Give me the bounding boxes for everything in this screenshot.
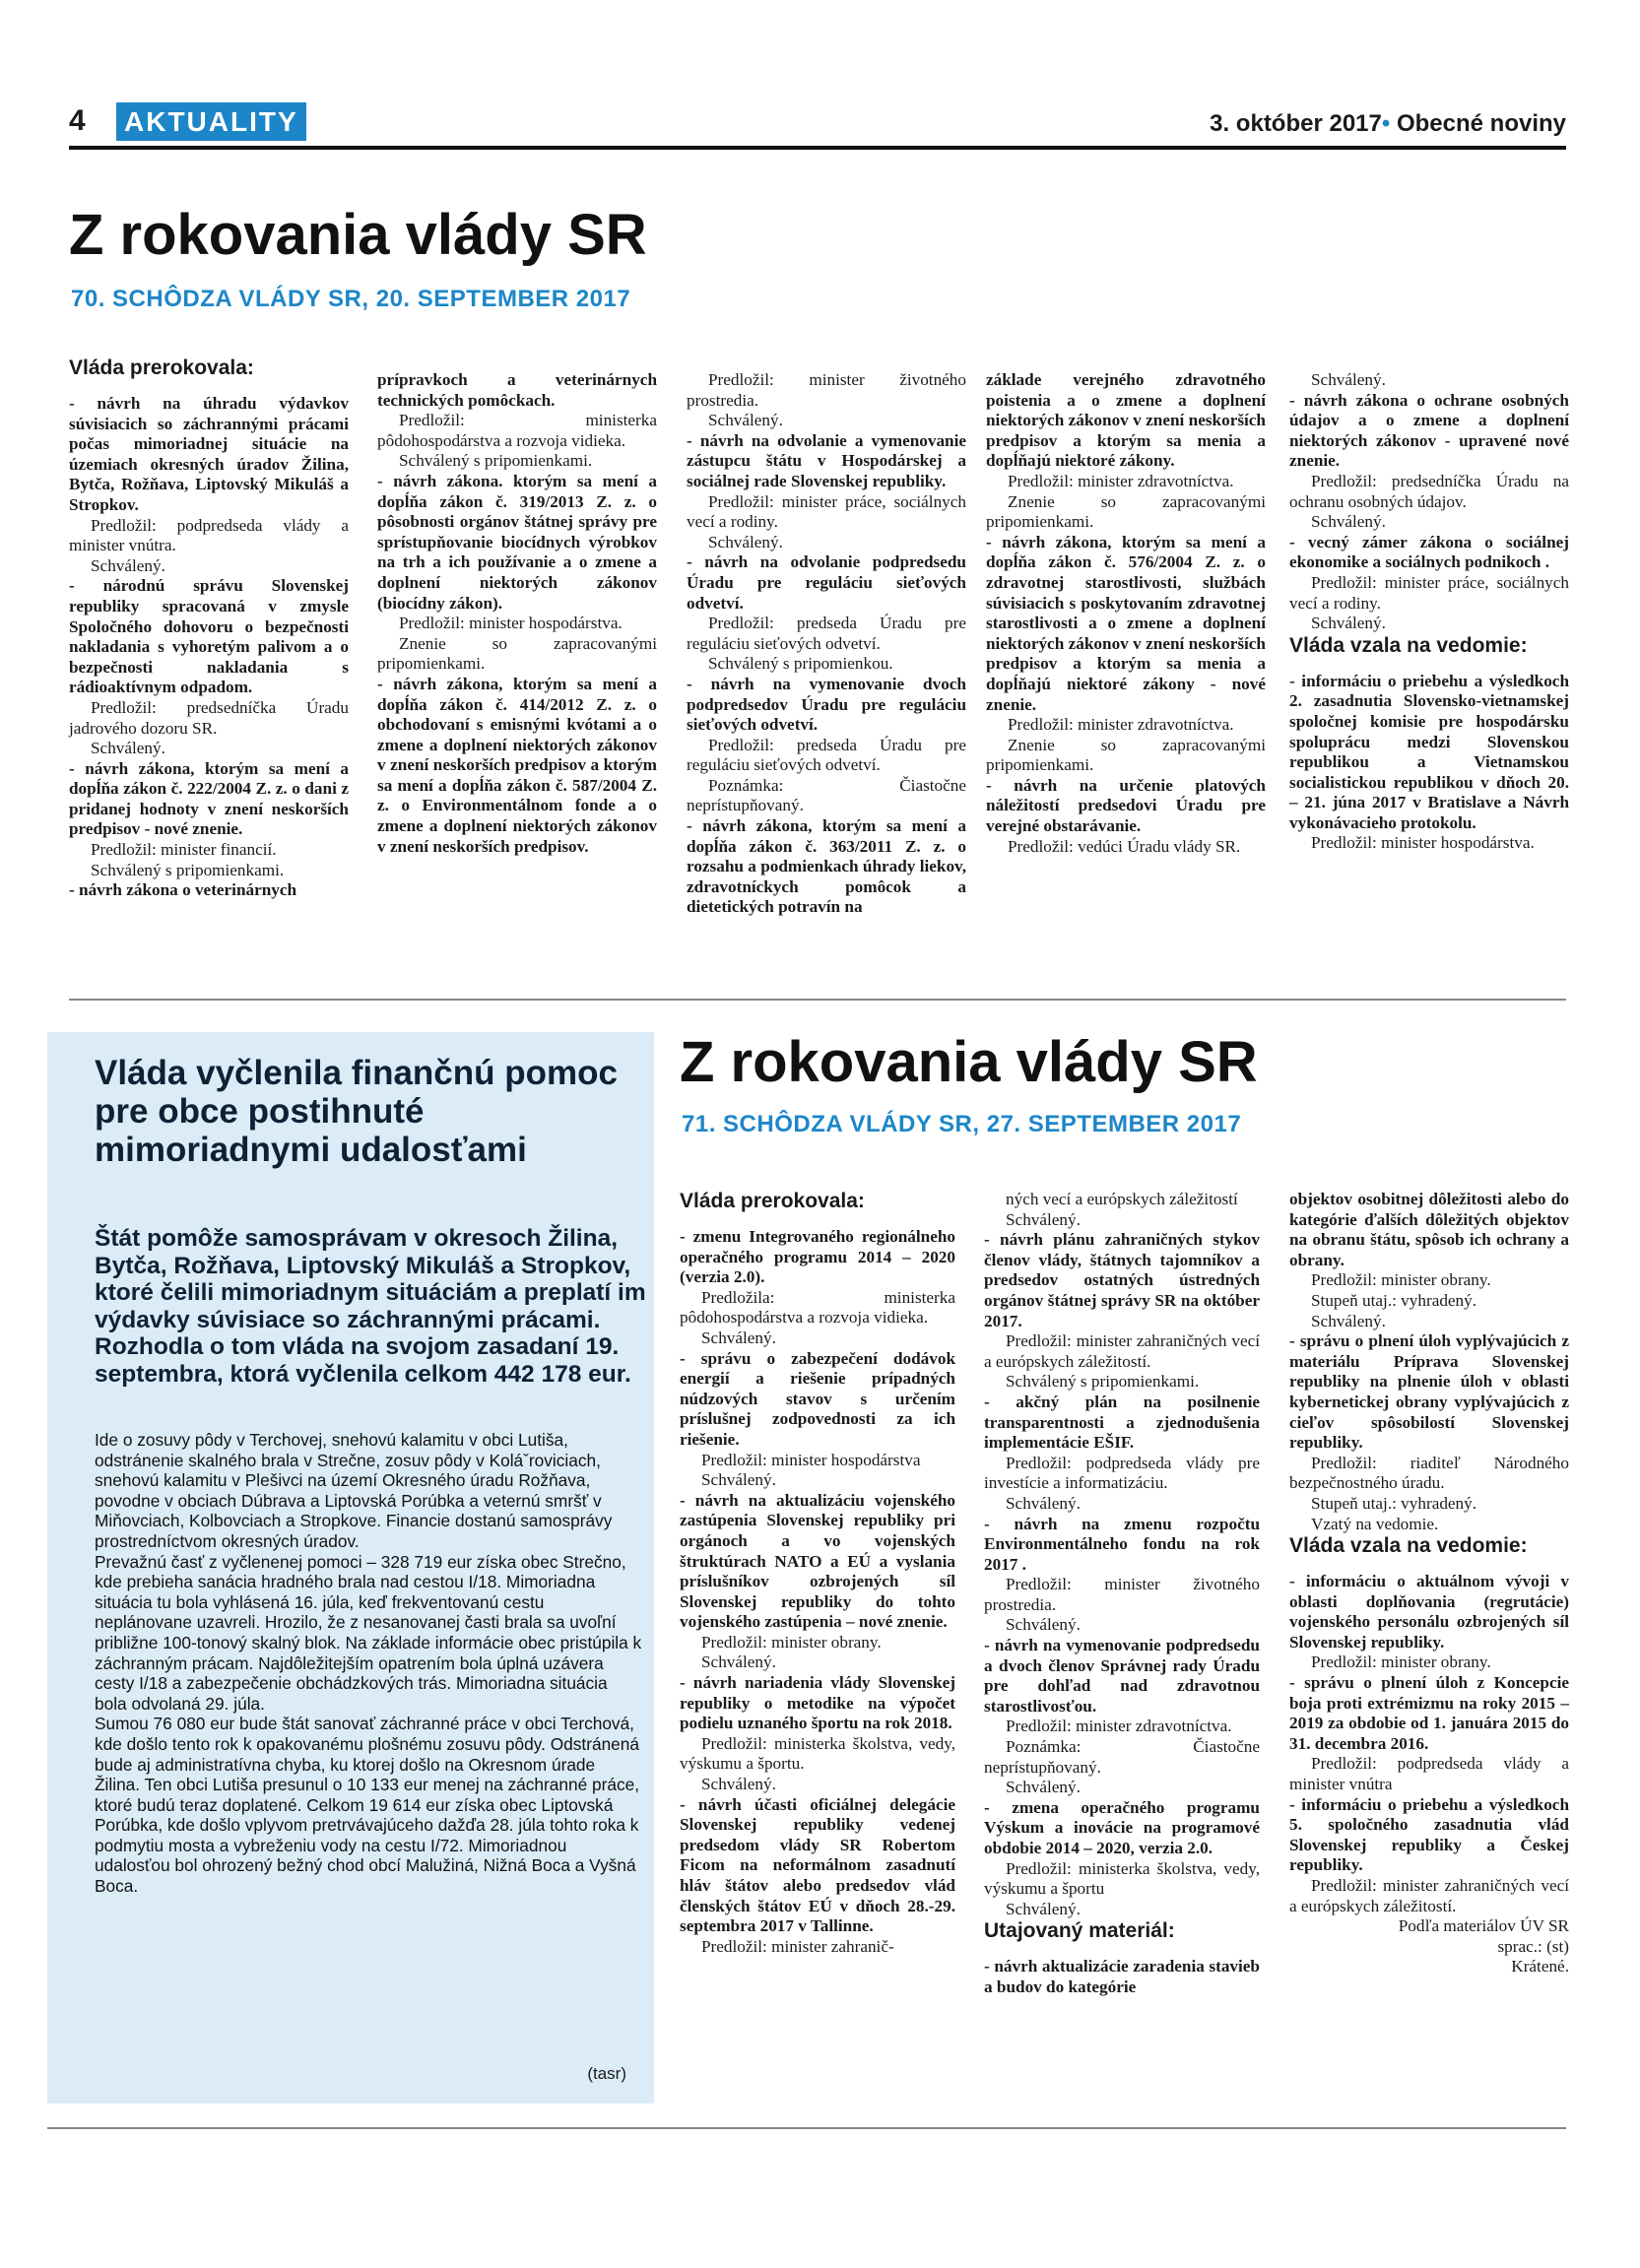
item-note: Predložil: minister obrany. xyxy=(1311,1652,1491,1672)
item-note: Predložil: minister hospodárstva. xyxy=(1311,833,1535,853)
bottom-column-1 xyxy=(680,1190,955,1957)
item-note: Schválený. xyxy=(701,1328,776,1347)
item-note: Predložil: minister obrany. xyxy=(1311,1270,1491,1290)
publication-name: Obecné noviny xyxy=(1396,110,1566,137)
item-note: Predložil: minister práce, sociálnych vecí a rodiny. xyxy=(687,491,966,532)
item-note: Predložil: riaditeľ Národného bezpečnostného úradu. xyxy=(1289,1453,1569,1493)
item-note: Schválený. xyxy=(708,532,783,551)
item-note: Predložil: minister zdravotníctva. xyxy=(1008,715,1234,735)
item-note: Schválený. xyxy=(701,1775,776,1794)
section-heading: Vláda vzala na vedomie: xyxy=(1289,633,1528,657)
agenda-item: - návrh zákona, ktorým sa mení a dopĺňa zákon č. 414/2012 Z. z. o obchodovaní s emisnými kvótami a o zmene a doplnení niektorých zákonov v znení neskorších predpisov a ktorým sa mení a dopĺňa zákon č. 587/2004 Z. z. o Environmentálnom fonde a o zmene a doplnení niektorých zákonov v znení neskorších predpisov. xyxy=(377,674,657,856)
item-note: Predložil: podpredseda vlády a minister vnútra. xyxy=(69,515,349,555)
item-note: Predložil: minister zahranič- xyxy=(701,1936,894,1956)
agenda-item: - návrh nariadenia vlády Slovenskej republiky o metodike na výpočet podielu uznaného športu na rok 2018. xyxy=(680,1673,955,1733)
item-note: Schválený. xyxy=(1006,1778,1081,1797)
agenda-item: - návrh na určenie platových náležitostí predsedovi Úradu pre verejné obstarávanie. xyxy=(986,775,1266,836)
agenda-item: - informáciu o aktuálnom vývoji v oblasti doplňovania (regrutácie) vojenského personálu ozbrojených síl Slovenskej republiky. xyxy=(1289,1572,1569,1652)
item-note: Predložil: minister financií. xyxy=(91,840,277,860)
item-note: Znenie so zapracovanými pripomienkami. xyxy=(377,633,657,674)
item-note: Schválený. xyxy=(1006,1209,1081,1229)
sidebar-paragraph: Sumou 76 080 eur bude štát sanovať záchranné práce v obci Terchová, kde došlo tento rok k opakovanému plošnému zosuvu pôdy. Odstránená bude aj administratívna chyba, ku ktorej došlo na Okresnom úrade Žilina. Ten obci Lutiša presunul o 10 133 eur menej na záchranné práce, ktoré budú teraz doplatené. Celkom 19 614 eur získa obec Liptovská Porúbka, kde došlo vplyvom pretrvávajúceho dažďa 28. júla tohto roka k podmytiu mosta a vybreženiu vody na cestu I/72. Mimoriadnou udalosťou bol ohrozený bežný chod obcí Malužiná, Nižná Boca a Vyšná Boca. xyxy=(95,1714,640,1897)
bullet-separator: • xyxy=(1381,110,1391,137)
item-note: Znenie so zapracovanými pripomienkami. xyxy=(986,735,1266,775)
page-bottom-rule xyxy=(47,2127,1566,2129)
agenda-item: - návrh zákona, ktorým sa mení a dopĺňa zákon č. 576/2004 Z. z. o zdravotnej starostlivosti, službách súvisiacich s poskytovaním zdravotnej starostlivosti a o zmene a doplnení niektorých zákonov v znení neskorších predpisov a ktorým sa menia a dopĺňajú niektoré zákony - nové znenie. xyxy=(986,532,1266,714)
agenda-item: - návrh na odvolanie a vymenovanie zástupcu štátu v Hospodárskej a sociálnej rade Slovenskej republiky. xyxy=(687,430,966,490)
item-note: Schválený. xyxy=(1006,1615,1081,1635)
item-note: Stupeň utaj.: vyhradený. xyxy=(1311,1290,1477,1310)
agenda-item: - správu o plnení úloh vyplývajúcich z materiálu Príprava Slovenskej republiky na plnenie úloh v oblasti kybernetickej obrany vyplývajúcich z cieľov spôsobilostí Slovenskej republiky. xyxy=(1289,1331,1569,1453)
sidebar-paragraph: Ide o zosuvy pôdy v Terchovej, snehovú kalamitu v obci Lutiša, odstránenie skalného brala v Strečne, zosuv pôdy v Koláˇroviciach, snehovú kalamitu v Plešivci na území Okresného úradu Rožňava, povodne v obciach Dúbrava a Liptovská Porúbka a veternú smršť v Miňovciach, Kolbovciach a Stropkove. Financie dostanú samosprávy prostredníctvom okresných úradov. xyxy=(95,1430,613,1551)
agenda-item: - návrh na vymenovanie podpredsedu a dvoch členov Správnej rady Úradu pre dohľad nad zdravotnou starostlivosťou. xyxy=(984,1636,1260,1716)
item-note: Krátené. xyxy=(1511,1957,1569,1976)
top-column-2 xyxy=(377,370,657,857)
sidebar-body xyxy=(95,1430,642,1897)
page-number: 4 xyxy=(69,104,86,137)
top-article-title: Z rokovania vlády SR xyxy=(69,203,647,267)
agenda-item: - informáciu o priebehu a výsledkoch 5. spoločného zasadnutia vlád Slovenskej republiky a Českej republiky. xyxy=(1289,1794,1569,1875)
sidebar-lead: Štát pomôže samosprávam v okresoch Žilina, Bytča, Rožňava, Liptovský Mikuláš a Stropkov, ktoré čelili mimoriadnym situáciám a preplatí im výdavky súvisiace so záchrannými prácami. Rozhodla o tom vláda na svojom zasadaní 19. septembra, ktorá vyčlenila celkom 442 178 eur. xyxy=(95,1225,646,1388)
agenda-item: - správu o zabezpečení dodávok energií a riešenie prípadných núdzových stavov s určením príslušnej zodpovednosti za ich riešenie. xyxy=(680,1348,955,1449)
sidebar-paragraph: Prevažnú časť z vyčlenenej pomoci – 328 719 eur získa obec Strečno, kde prebieha sanácia hradného brala nad cestou I/18. Mimoriadna situácia tu bola vyhlásená 16. júla, keď frekventovanú cestu neplánovane uzavreli. Hrozilo, že z nesanovanej časti brala sa uvoľní približne 100-tonový skalný blok. Na základe informácie obec pristúpila k záchranným prácam. Najdôležitejším opatrením bola úplná uzávera cesty I/18 a zabezpečenie obchádzkových trás. Mimoriadna situácia bola odvolaná 29. júla. xyxy=(95,1551,642,1714)
item-note: Predložil: vedúci Úradu vlády SR. xyxy=(1008,836,1241,856)
agenda-item: - návrh na aktualizáciu vojenského zastúpenia Slovenskej republiky pri orgánoch a vo vojenských štruktúrach NATO a EÚ a vyslania príslušníkov ozbrojených síl Slovenskej republiky do tohto vojenského zastúpenia – nové znenie. xyxy=(680,1490,955,1632)
agenda-item: - návrh zákona o ochrane osobných údajov a o zmene a doplnení niektorých zákonov - upravené nové znenie. xyxy=(1289,390,1569,471)
item-note: Znenie so zapracovanými pripomienkami. xyxy=(986,491,1266,532)
item-note: Predložila: ministerka pôdohospodárstva a rozvoja vidieka. xyxy=(680,1287,955,1328)
sidebar-signature: (tasr) xyxy=(587,2064,626,2083)
item-note: Predložil: predsedníčka Úradu jadrového dozoru SR. xyxy=(69,697,349,738)
agenda-item: - zmena operačného programu Výskum a inovácie na programové obdobie 2014 – 2020, verzia 2.0. xyxy=(984,1797,1260,1857)
section-divider xyxy=(69,999,1566,1001)
item-note: Predložil: predseda Úradu pre reguláciu sieťových odvetví. xyxy=(687,614,966,653)
item-note: Predložil: podpredseda vlády a minister vnútra xyxy=(1289,1754,1569,1794)
item-note: Predložil: ministerka školstva, vedy, výskumu a športu. xyxy=(680,1733,955,1774)
agenda-item: - návrh na zmenu rozpočtu Environmentálneho fondu na rok 2017 . xyxy=(984,1514,1260,1574)
top-column-4 xyxy=(986,370,1266,857)
item-note: Schválený s pripomienkami. xyxy=(1006,1372,1200,1392)
item-note: Schválený. xyxy=(701,1470,776,1490)
item-note: Schválený. xyxy=(1311,370,1386,389)
issue-info xyxy=(1210,110,1566,138)
bottom-column-2 xyxy=(984,1190,1260,1998)
section-heading: Vláda vzala na vedomie: xyxy=(1289,1534,1528,1558)
item-note: Schválený. xyxy=(1311,512,1386,532)
agenda-item: - návrh aktualizácie zaradenia stavieb a budov do kategórie xyxy=(984,1957,1260,1996)
item-note: Schválený. xyxy=(91,739,165,758)
item-note: Podľa materiálov ÚV SR xyxy=(1398,1916,1569,1936)
item-note: Predložil: minister životného prostredia. xyxy=(984,1575,1260,1614)
item-note: Schválený. xyxy=(1311,614,1386,633)
item-note: Predložil: ministerka pôdohospodárstva a rozvoja vidieka. xyxy=(377,411,657,450)
top-column-5 xyxy=(1289,370,1569,854)
agenda-item: - návrh účasti oficiálnej delegácie Slovenskej republiky vedenej predsedom vlády SR Robertom Ficom na neformálnom zasadnutí hláv štátov alebo predsedov vlád členských štátov EÚ v dňoch 28.-29. septembra 2017 v Tallinne. xyxy=(680,1794,955,1936)
agenda-item: - správu o plnení úloh z Koncepcie boja proti extrémizmu na roky 2015 – 2019 za obdobie od 1. januára 2015 do 31. decembra 2016. xyxy=(1289,1673,1569,1753)
agenda-item: - vecný zámer zákona o sociálnej ekonomike a sociálnych podnikoch . xyxy=(1289,532,1569,572)
item-note: Schválený. xyxy=(91,555,165,575)
item-note: Vzatý na vedomie. xyxy=(1311,1514,1439,1533)
item-note: Poznámka: Čiastočne neprístupňovaný. xyxy=(687,775,966,815)
agenda-item: - národnú správu Slovenskej republiky spracovaná v zmysle Spoločného dohovoru o bezpečnosti nakladania s vyhoretým palivom a o bezpečnosti nakladania s rádioaktívnym odpadom. xyxy=(69,576,349,697)
item-note: Predložil: predsedníčka Úradu na ochranu osobných údajov. xyxy=(1289,471,1569,511)
agenda-item: objektov osobitnej dôležitosti alebo do kategórie ďalších dôležitých objektov na obranu štátu, spôsob ich ochrany a obrany. xyxy=(1289,1190,1569,1269)
item-note: Schválený s pripomienkami. xyxy=(399,451,593,471)
bottom-article-subtitle: 71. SCHÔDZA VLÁDY SR, 27. SEPTEMBER 2017 xyxy=(682,1111,1242,1137)
agenda-item: - návrh zákona, ktorým sa mení a dopĺňa zákon č. 363/2011 Z. z. o rozsahu a podmienkach úhrady liekov, zdravotníckych pomôcok a dietetických potravín na xyxy=(687,816,966,917)
sidebar-title: Vláda vyčlenila finančnú pomoc pre obce postihnuté mimoriadnymi udalosťami xyxy=(95,1054,618,1169)
item-note: Predložil: minister práce, sociálnych vecí a rodiny. xyxy=(1289,572,1569,613)
item-note: Schválený s pripomienkou. xyxy=(708,654,893,674)
agenda-item: - návrh zákona o veterinárnych xyxy=(69,880,297,900)
item-note: Predložil: minister hospodárstva. xyxy=(399,614,623,633)
bottom-article-title: Z rokovania vlády SR xyxy=(680,1030,1258,1094)
item-note: Predložil: minister životného prostredia. xyxy=(687,370,966,410)
item-note: Predložil: ministerka školstva, vedy, výskumu a športu xyxy=(984,1858,1260,1899)
item-note: Schválený. xyxy=(1006,1899,1081,1918)
item-note: Stupeň utaj.: vyhradený. xyxy=(1311,1493,1477,1513)
agenda-item: prípravkoch a veterinárnych technických pomôckach. xyxy=(377,370,657,410)
agenda-item: - návrh zákona. ktorým sa mení a dopĺňa zákon č. 319/2013 Z. z. o pôsobnosti orgánov štátnej správy pre sprístupňovanie biocídnych výrobkov na trh a ich používanie a o zmene a doplnení niektorých zákonov (biocídny zákon). xyxy=(377,471,657,613)
issue-date: 3. október 2017 xyxy=(1210,110,1382,137)
top-column-1 xyxy=(69,356,349,901)
item-note: Predložil: minister zdravotníctva. xyxy=(1006,1717,1232,1736)
page-header xyxy=(69,102,1566,150)
item-note: Schválený. xyxy=(1006,1493,1081,1513)
item-note: Predložil: predseda Úradu pre reguláciu sieťových odvetví. xyxy=(687,735,966,775)
item-note: sprac.: (st) xyxy=(1497,1936,1569,1956)
sidebar-box xyxy=(47,1032,654,2104)
section-heading: Utajovaný materiál: xyxy=(984,1919,1175,1943)
section-heading: Vláda prerokovala: xyxy=(680,1190,865,1212)
item-note: Schválený s pripomienkami. xyxy=(91,860,285,879)
item-note: Predložil: minister zdravotníctva. xyxy=(1008,471,1234,490)
agenda-item: základe verejného zdravotného poistenia a o zmene a doplnení niektorých zákonov v znení neskorších predpisov a ktorým sa menia a dopĺňajú niektoré zákony. xyxy=(986,370,1266,471)
item-note: Predložil: podpredseda vlády pre investície a informatizáciu. xyxy=(984,1453,1260,1493)
bottom-column-3 xyxy=(1289,1190,1569,1977)
agenda-item: - informáciu o priebehu a výsledkoch 2. zasadnutia Slovensko-vietnamskej spoločnej komisie pre hospodársku spoluprácu medzi Slovenskou republikou a Vietnamskou socialistickou republikou v dňoch 20. – 21. júna 2017 v Bratislave a Návrh vykonávacieho protokolu. xyxy=(1289,671,1569,832)
item-note: Schválený. xyxy=(701,1652,776,1672)
item-note: ných vecí a európskych záležitostí xyxy=(1006,1190,1238,1208)
agenda-item: - návrh na vymenovanie dvoch podpredsedov Úradu pre reguláciu sieťových odvetví. xyxy=(687,674,966,735)
agenda-item: - návrh plánu zahraničných stykov členov vlády, štátnych tajomníkov a predsedov ostatných ústredných orgánov štátnej správy SR na október 2017. xyxy=(984,1230,1260,1330)
item-note: Predložil: minister zahraničných vecí a európskych záležitostí. xyxy=(1289,1876,1569,1915)
item-note: Predložil: minister obrany. xyxy=(701,1632,882,1652)
item-note: Schválený. xyxy=(708,411,783,430)
agenda-item: - akčný plán na posilnenie transparentnosti a zjednodušenia implementácie EŠIF. xyxy=(984,1392,1260,1453)
top-article-subtitle: 70. SCHÔDZA VLÁDY SR, 20. SEPTEMBER 2017 xyxy=(71,286,631,312)
section-heading: Vláda prerokovala: xyxy=(69,356,254,379)
top-column-3 xyxy=(687,370,966,918)
item-note: Predložil: minister zahraničných vecí a európskych záležitostí. xyxy=(984,1331,1260,1371)
item-note: Schválený. xyxy=(1311,1311,1386,1330)
agenda-item: - návrh na odvolanie podpredsedu Úradu pre reguláciu sieťových odvetví. xyxy=(687,552,966,613)
item-note: Predložil: minister hospodárstva xyxy=(701,1450,921,1469)
section-tag[interactable]: AKTUALITY xyxy=(116,102,306,141)
agenda-item: - návrh zákona, ktorým sa mení a dopĺňa zákon č. 222/2004 Z. z. o dani z pridanej hodnoty v znení neskorších predpisov - nové znenie. xyxy=(69,758,349,839)
item-note: Poznámka: Čiastočne neprístupňovaný. xyxy=(984,1737,1260,1777)
agenda-item: - návrh na úhradu výdavkov súvisiacich so záchrannými prácami počas mimoriadnej situácie na územiach okresných úradov Žilina, Bytča, Rožňava, Liptovský Mikuláš a Stropkov. xyxy=(69,394,349,514)
agenda-item: - zmenu Integrovaného regionálneho operačného programu 2014 – 2020 (verzia 2.0). xyxy=(680,1227,955,1287)
